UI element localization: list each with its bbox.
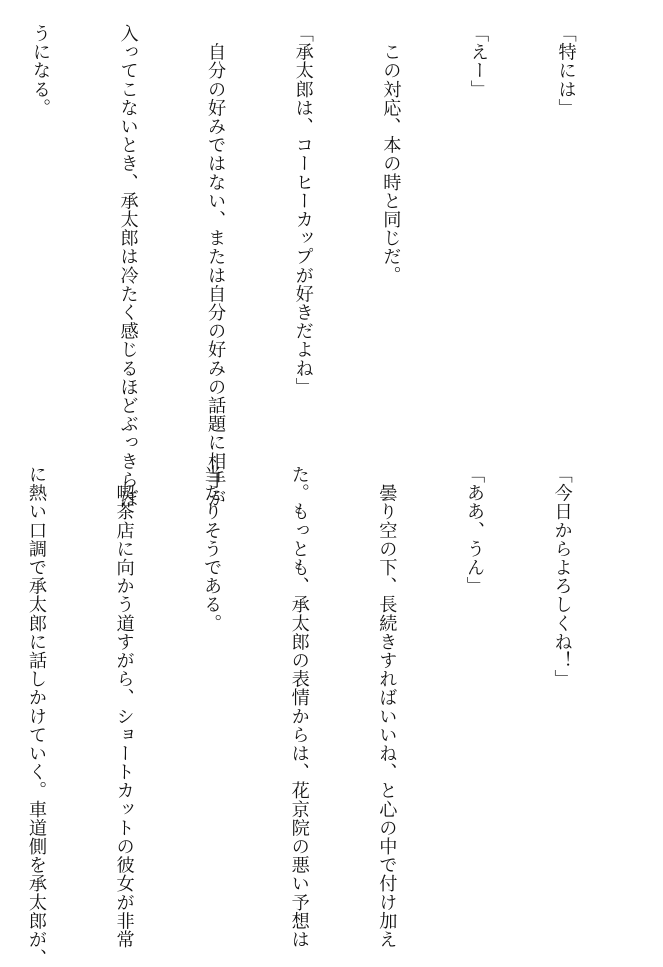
text-line: 「えー」 <box>467 24 489 99</box>
lower-text-block <box>0 465 635 967</box>
text-line: 「ああ、うん」 <box>463 465 485 596</box>
text-line: 入ってこないとき、承太郎は冷たく感じるほどぶっきらぼ <box>117 24 139 508</box>
upper-text-block <box>0 24 639 508</box>
text-line: た。もっとも、承太郎の表情からは、花京院の悪い予想は <box>288 465 310 949</box>
text-line: に熱い口調で承太郎に話しかけていく。車道側を承太郎が、 <box>25 465 47 967</box>
text-line: 当たりそうである。 <box>201 465 223 633</box>
text-line: 曇り空の下、長続きすればいいね、と心の中で付け加え <box>376 465 398 949</box>
text-line: 「今日からよろしくね！」 <box>551 465 573 689</box>
text-line: この対応、本の時と同じだ。 <box>380 24 402 285</box>
text-line: 喫茶店に向かう道すがら、ショートカットの彼女が非常 <box>113 465 135 949</box>
text-line: うになる。 <box>29 24 51 117</box>
text-line: 「承太郎は、コーヒーカップが好きだよね」 <box>292 24 314 396</box>
text-line: 自分の好みではない、または自分の好みの話題に相手が <box>205 24 227 508</box>
text-line: 「特には」 <box>555 24 577 117</box>
